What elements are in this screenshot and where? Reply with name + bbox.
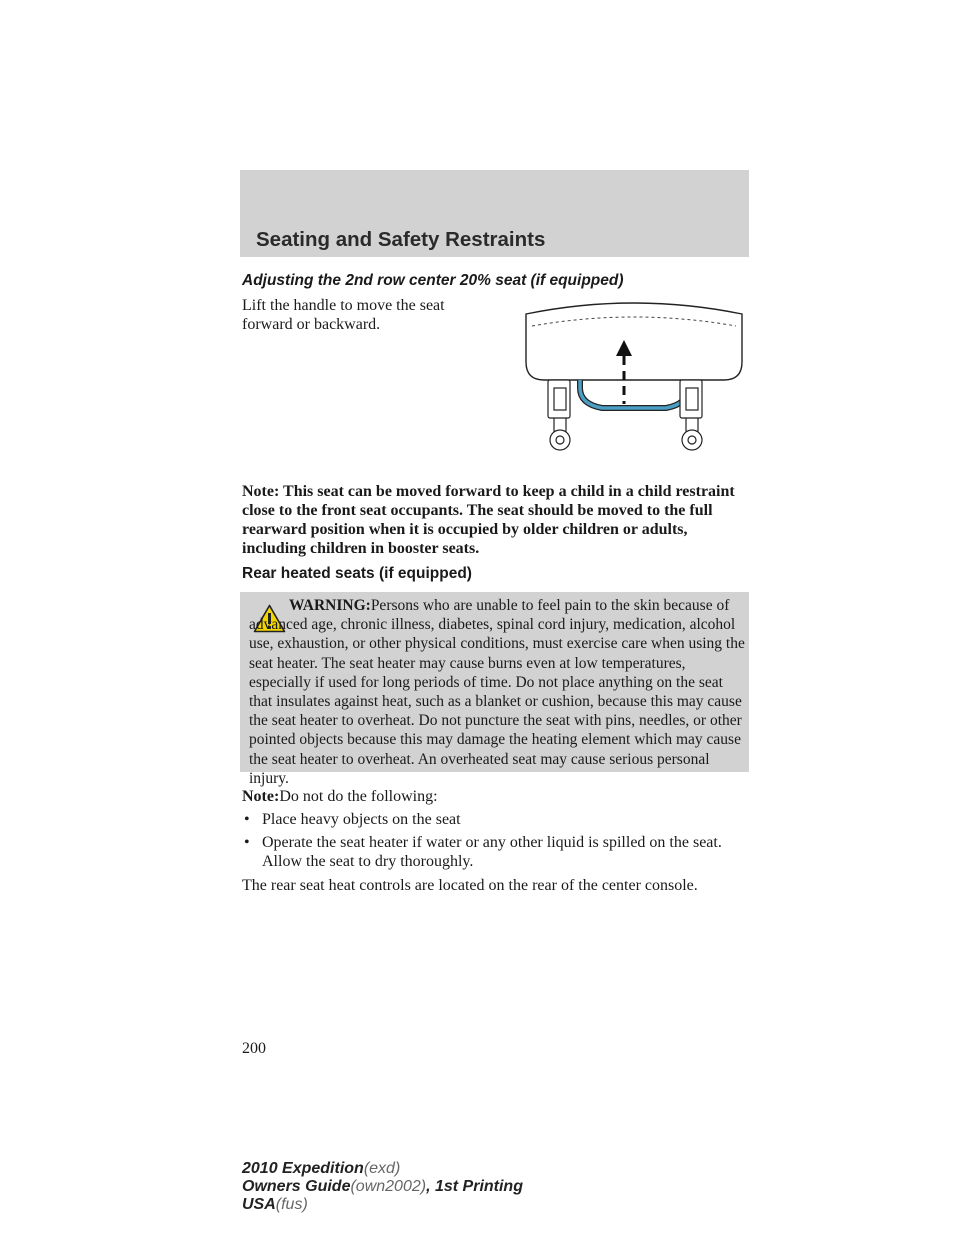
child-seat-note: Note: This seat can be moved forward to keep a child in a child restraint close to the front seat occupants. The seat should be moved to the full rearward position when it is occupied by older children or adults, including children in booster seats.: [242, 483, 735, 557]
footer-model-code: (exd): [363, 1160, 401, 1177]
page-section-title: Seating and Safety Restraints: [256, 228, 546, 251]
seat-handle-illustration: [520, 296, 748, 460]
footer-line1: [242, 1160, 523, 1178]
left-seat-leg: [548, 380, 570, 450]
warning-label: WARNING:: [289, 597, 371, 614]
warning-box: [240, 592, 749, 787]
footer-model: 2010 Expedition: [242, 1160, 364, 1177]
note-label: Note:: [242, 788, 280, 805]
bullet-item: Operate the seat heater if water or any other liquid is spilled on the seat. Allow the seat to dry thoroughly.: [262, 834, 722, 870]
footer-market-code: (fus): [275, 1196, 308, 1213]
bullet-marker: •: [244, 834, 250, 851]
seat-adjust-body-line1: Lift the handle to move the seat: [242, 297, 445, 314]
page-number: 200: [242, 1040, 266, 1057]
bullet-item: Place heavy objects on the seat: [262, 811, 461, 828]
seat-adjust-body-line2: forward or backward.: [242, 316, 381, 333]
rear-heated-seats-heading: Rear heated seats (if equipped): [242, 565, 472, 582]
note-text: Do not do the following:: [279, 788, 438, 805]
footer-line3: [242, 1196, 523, 1214]
footer-market: USA: [242, 1196, 276, 1213]
footer-doc-code: (own2002): [350, 1178, 427, 1195]
warning-text: [249, 596, 745, 788]
section-header-band: [240, 170, 749, 257]
footer-printing: , 1st Printing: [426, 1178, 523, 1195]
note-line: [242, 787, 438, 806]
print-footer: [242, 1160, 523, 1214]
bullet-marker: •: [244, 811, 250, 828]
seat-adjust-heading: Adjusting the 2nd row center 20% seat (if equipped): [242, 272, 624, 289]
right-seat-leg: [680, 380, 702, 450]
rear-seat-controls-text: The rear seat heat controls are located on the rear of the center console.: [242, 877, 698, 894]
warning-body: Persons who are unable to feel pain to the skin because of advanced age, chronic illness, diabetes, spinal cord injury, medication, alcohol use, exhaustion, or other physical conditions, must exercise care when using the seat heater. The seat heater may cause burns even at low temperatures, especially if used for long periods of time. Do not place anything on the seat that insulates against heat, such as a blanket or cushion, because this may cause the seat heater to overheat. Do not puncture the seat with pins, needles, or other pointed objects because this may damage the heating element which may cause the seat heater to overheat. An overheated seat may cause serious personal injury.: [249, 597, 745, 787]
footer-line2: [242, 1178, 523, 1196]
footer-doc: Owners Guide: [242, 1178, 351, 1195]
